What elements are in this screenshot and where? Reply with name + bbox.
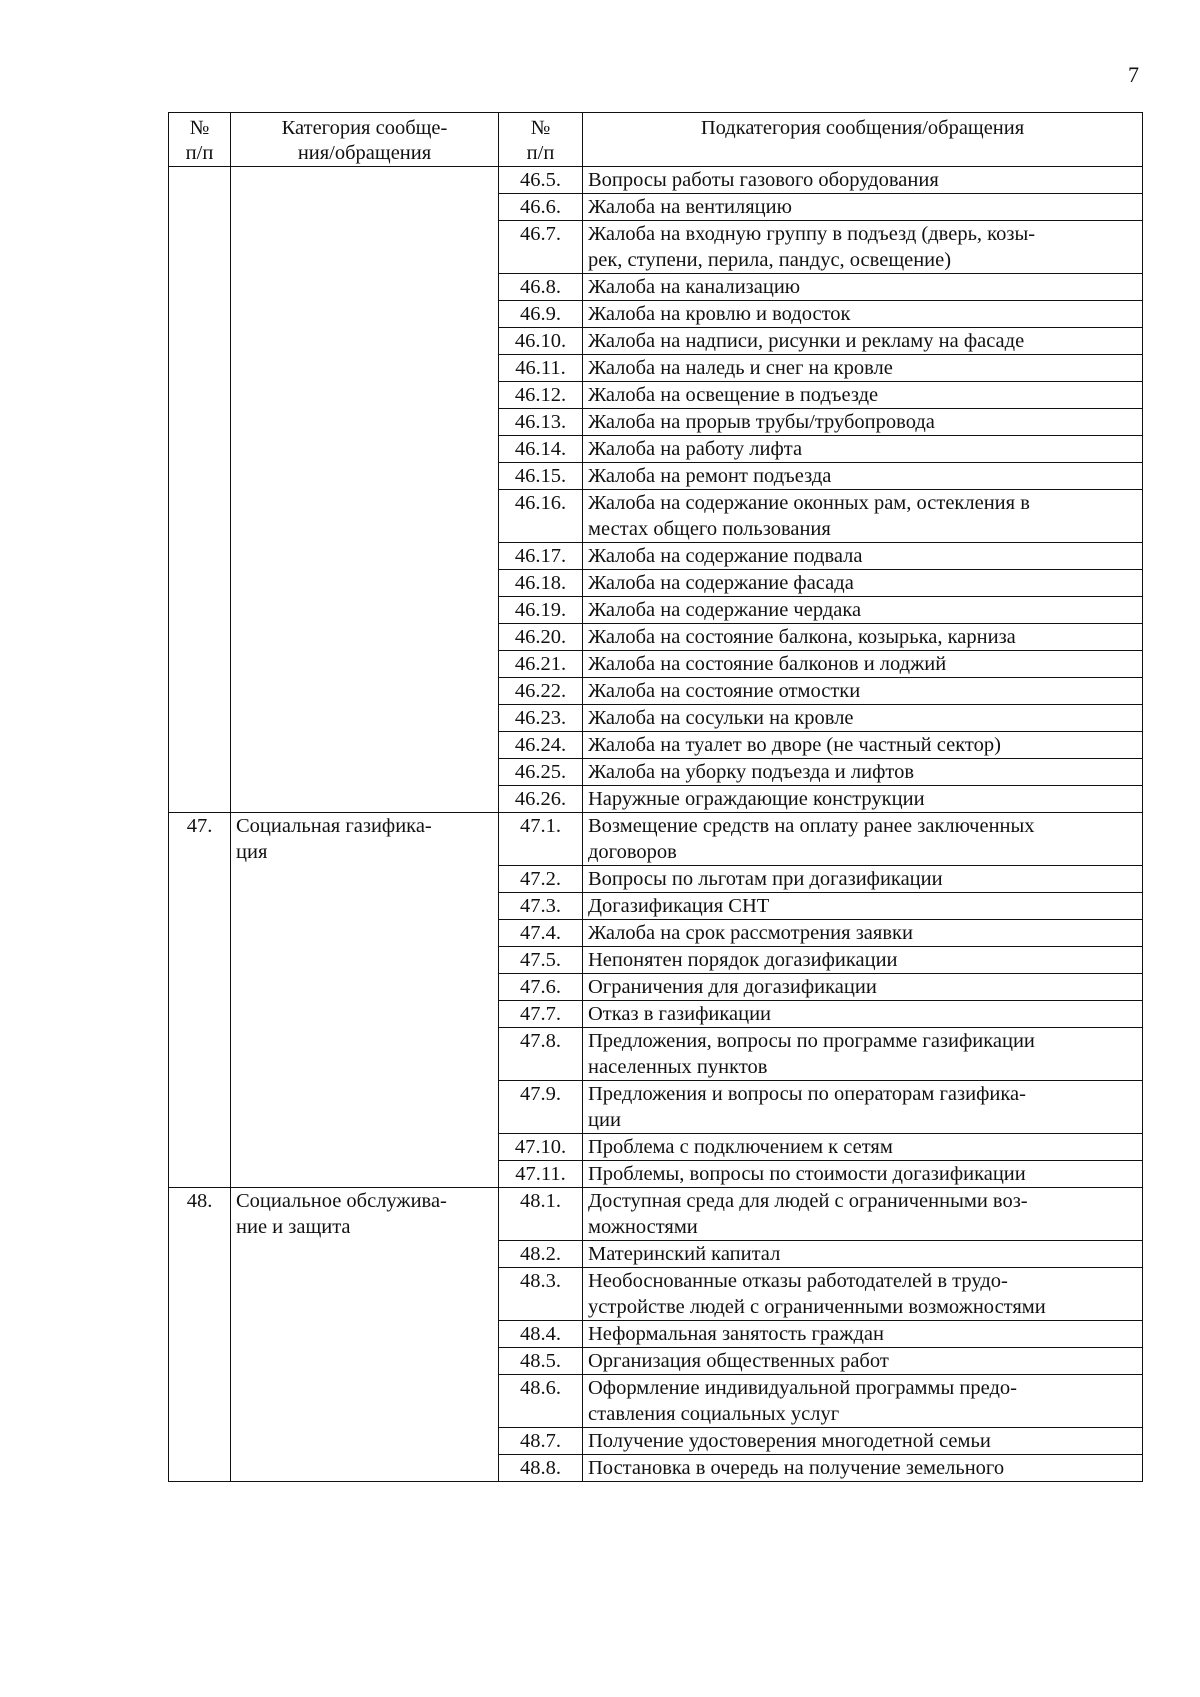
subcategory-number: 47.4. (499, 920, 583, 947)
header-subnumber: № п/п (499, 113, 583, 167)
subcategory-name: Постановка в очередь на получение земельного (583, 1455, 1143, 1482)
subcategory-name: Материнский капитал (583, 1241, 1143, 1268)
subcategory-name: Возмещение средств на оплату ранее заключенных договоров (583, 813, 1143, 866)
subcategory-number: 46.18. (499, 570, 583, 597)
subcategory-name: Непонятен порядок догазификации (583, 947, 1143, 974)
subcategory-number: 47.9. (499, 1081, 583, 1134)
subcategory-number: 46.17. (499, 543, 583, 570)
subcategory-name: Жалоба на содержание чердака (583, 597, 1143, 624)
header-number: № п/п (169, 113, 231, 167)
subcategory-name: Жалоба на содержание оконных рам, остекления в местах общего пользования (583, 490, 1143, 543)
subcategory-name: Жалоба на состояние балконов и лоджий (583, 651, 1143, 678)
subcategory-number: 48.7. (499, 1428, 583, 1455)
subcategory-name: Наружные ограждающие конструкции (583, 786, 1143, 813)
subcategory-number: 47.1. (499, 813, 583, 866)
subcategory-name: Жалоба на состояние отмостки (583, 678, 1143, 705)
subcategory-number: 47.5. (499, 947, 583, 974)
subcategory-number: 46.26. (499, 786, 583, 813)
subcategory-name: Жалоба на вентиляцию (583, 194, 1143, 221)
subcategory-number: 46.14. (499, 436, 583, 463)
subcategory-name: Предложения, вопросы по программе газификации населенных пунктов (583, 1028, 1143, 1081)
subcategory-name: Жалоба на наледь и снег на кровле (583, 355, 1143, 382)
category-name: Социальное обслужива- ние и защита (231, 1188, 499, 1482)
subcategory-number: 47.6. (499, 974, 583, 1001)
category-name: Социальная газифика- ция (231, 813, 499, 1188)
table-row (169, 1188, 1143, 1241)
subcategory-number: 46.24. (499, 732, 583, 759)
subcategory-number: 48.8. (499, 1455, 583, 1482)
header-subcategory: Подкатегория сообщения/обращения (583, 113, 1143, 167)
subcategory-name: Ограничения для догазификации (583, 974, 1143, 1001)
subcategory-number: 46.13. (499, 409, 583, 436)
subcategory-name: Жалоба на прорыв трубы/трубопровода (583, 409, 1143, 436)
subcategory-name: Жалоба на состояние балкона, козырька, карниза (583, 624, 1143, 651)
subcategory-number: 48.4. (499, 1321, 583, 1348)
subcategory-name: Жалоба на канализацию (583, 274, 1143, 301)
subcategory-number: 47.7. (499, 1001, 583, 1028)
category-number (169, 167, 231, 813)
subcategory-number: 46.20. (499, 624, 583, 651)
page-number: 7 (1128, 62, 1139, 87)
subcategory-number: 46.21. (499, 651, 583, 678)
subcategory-name: Организация общественных работ (583, 1348, 1143, 1375)
subcategory-number: 46.12. (499, 382, 583, 409)
subcategory-number: 46.25. (499, 759, 583, 786)
table-header (169, 113, 1143, 167)
subcategory-number: 46.5. (499, 167, 583, 194)
subcategory-number: 48.5. (499, 1348, 583, 1375)
subcategory-name: Жалоба на содержание фасада (583, 570, 1143, 597)
subcategory-number: 46.6. (499, 194, 583, 221)
subcategory-number: 47.8. (499, 1028, 583, 1081)
subcategory-name: Доступная среда для людей с ограниченными воз- можностями (583, 1188, 1143, 1241)
subcategory-name: Жалоба на туалет во дворе (не частный сектор) (583, 732, 1143, 759)
subcategory-name: Жалоба на надписи, рисунки и рекламу на фасаде (583, 328, 1143, 355)
subcategory-name: Проблема с подключением к сетям (583, 1134, 1143, 1161)
subcategory-number: 47.10. (499, 1134, 583, 1161)
subcategory-number: 46.15. (499, 463, 583, 490)
subcategory-name: Необоснованные отказы работодателей в трудо- устройстве людей с ограниченными возможностями (583, 1268, 1143, 1321)
subcategory-name: Жалоба на сосульки на кровле (583, 705, 1143, 732)
subcategory-name: Жалоба на ремонт подъезда (583, 463, 1143, 490)
subcategory-name: Получение удостоверения многодетной семьи (583, 1428, 1143, 1455)
subcategory-number: 47.3. (499, 893, 583, 920)
subcategory-number: 46.23. (499, 705, 583, 732)
category-name (231, 167, 499, 813)
subcategory-number: 46.9. (499, 301, 583, 328)
category-number: 48. (169, 1188, 231, 1482)
category-table (168, 112, 1143, 1482)
subcategory-name: Предложения и вопросы по операторам газифика- ции (583, 1081, 1143, 1134)
subcategory-name: Отказ в газификации (583, 1001, 1143, 1028)
subcategory-number: 48.1. (499, 1188, 583, 1241)
subcategory-name: Вопросы работы газового оборудования (583, 167, 1143, 194)
subcategory-name: Жалоба на освещение в подъезде (583, 382, 1143, 409)
subcategory-number: 46.11. (499, 355, 583, 382)
subcategory-name: Жалоба на кровлю и водосток (583, 301, 1143, 328)
subcategory-number: 46.22. (499, 678, 583, 705)
header-category: Категория сообще- ния/обращения (231, 113, 499, 167)
subcategory-number: 48.6. (499, 1375, 583, 1428)
subcategory-number: 47.2. (499, 866, 583, 893)
subcategory-name: Догазификация СНТ (583, 893, 1143, 920)
subcategory-name: Проблемы, вопросы по стоимости догазификации (583, 1161, 1143, 1188)
subcategory-number: 48.3. (499, 1268, 583, 1321)
table-row (169, 813, 1143, 866)
subcategory-name: Жалоба на уборку подъезда и лифтов (583, 759, 1143, 786)
table-body (169, 167, 1143, 1482)
subcategory-number: 46.7. (499, 221, 583, 274)
subcategory-number: 46.8. (499, 274, 583, 301)
subcategory-number: 48.2. (499, 1241, 583, 1268)
subcategory-name: Вопросы по льготам при догазификации (583, 866, 1143, 893)
subcategory-name: Жалоба на входную группу в подъезд (дверь, козы- рек, ступени, перила, пандус, освещение) (583, 221, 1143, 274)
subcategory-number: 47.11. (499, 1161, 583, 1188)
subcategory-name: Жалоба на срок рассмотрения заявки (583, 920, 1143, 947)
subcategory-name: Оформление индивидуальной программы предо- ставления социальных услуг (583, 1375, 1143, 1428)
subcategory-number: 46.16. (499, 490, 583, 543)
category-number: 47. (169, 813, 231, 1188)
subcategory-name: Жалоба на содержание подвала (583, 543, 1143, 570)
table-row (169, 167, 1143, 194)
header-row (169, 113, 1143, 167)
subcategory-name: Жалоба на работу лифта (583, 436, 1143, 463)
subcategory-name: Неформальная занятость граждан (583, 1321, 1143, 1348)
subcategory-number: 46.10. (499, 328, 583, 355)
subcategory-number: 46.19. (499, 597, 583, 624)
